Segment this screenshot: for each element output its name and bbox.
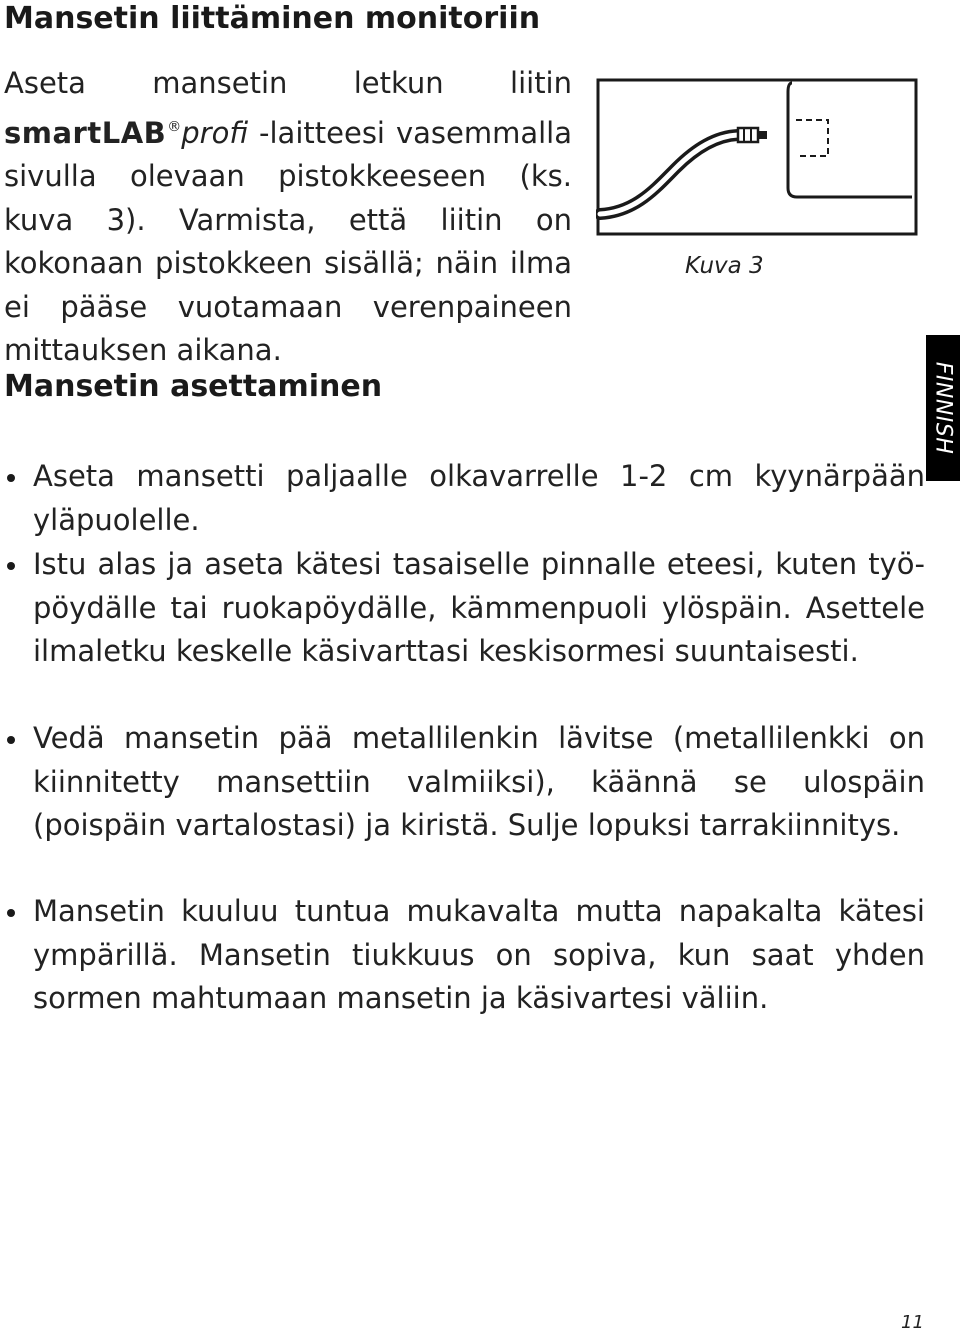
bullet-dot-icon: [7, 562, 15, 570]
intro-paragraph: [4, 62, 572, 373]
language-label: FINNISH: [930, 361, 956, 455]
connector-plug-body: [738, 128, 758, 142]
bullet-dot-icon: [7, 909, 15, 917]
list-item-text: Vedä mansetin pää metallilenkin lävitse (metallilenkki on kiinnitetty mansettiin valmiiksi), käännä se ulospäin (poispäin vartalostasi) ja kiristä. Sulje lopuksi tarrakiinnitys.: [33, 721, 925, 842]
list-item: [33, 455, 925, 542]
section-title-connect-cuff: Mansetin liittäminen monitoriin: [4, 1, 541, 36]
monitor-side-outline: [788, 83, 912, 197]
list-item: [33, 717, 925, 848]
section-title-apply-cuff: Mansetin asettaminen: [4, 369, 383, 404]
intro-text-end: -laitteesi vasemmalla sivulla olevaan pistokkeeseen (ks. kuva 3). Varmista, että liitin on kokonaan pistokkeen sisällä; näin ilma ei pääse vuotamaan verenpaineen mittauksen aikana.: [4, 115, 572, 367]
page-number: 11: [901, 1312, 924, 1333]
list-item-text: Mansetin kuuluu tuntua mukavalta mutta napakalta kätesi ympärillä. Mansetin tiukkuus on sopiva, kun saat yhden sormen mahtumaan mansetin ja käsivartesi väliin.: [33, 894, 925, 1015]
list-item-text: Istu alas ja aseta kätesi tasaiselle pinnalle eteesi, kuten työpöydälle tai ruokapöydälle, kämmenpuoli ylöspäin. Asettele ilmaletku keskelle käsivarttasi keskisormesi suuntaisesti.: [33, 547, 925, 668]
intro-text-start: Aseta mansetin letkun liitin: [4, 66, 572, 100]
connector-plug-tip: [758, 131, 767, 139]
socket-outline: [796, 120, 828, 156]
air-hose-inner: [600, 135, 738, 214]
brand-name: smartLAB: [4, 115, 167, 150]
registered-mark: ®: [167, 118, 182, 135]
monitor-connector-drawing: [596, 78, 918, 238]
figure-caption: Kuva 3: [685, 253, 764, 279]
list-item-text: Aseta mansetti paljaalle olkavarrelle 1-2 cm kyynärpään yläpuolelle.: [33, 459, 925, 537]
bullet-dot-icon: [7, 474, 15, 482]
figure-cuff-connector-illustration: [596, 78, 918, 238]
bullet-dot-icon: [7, 736, 15, 744]
figure-frame: [598, 80, 916, 234]
model-name: profi: [181, 115, 249, 150]
language-side-tab: [926, 335, 960, 481]
list-item: [33, 890, 925, 1021]
list-item: [33, 543, 925, 674]
